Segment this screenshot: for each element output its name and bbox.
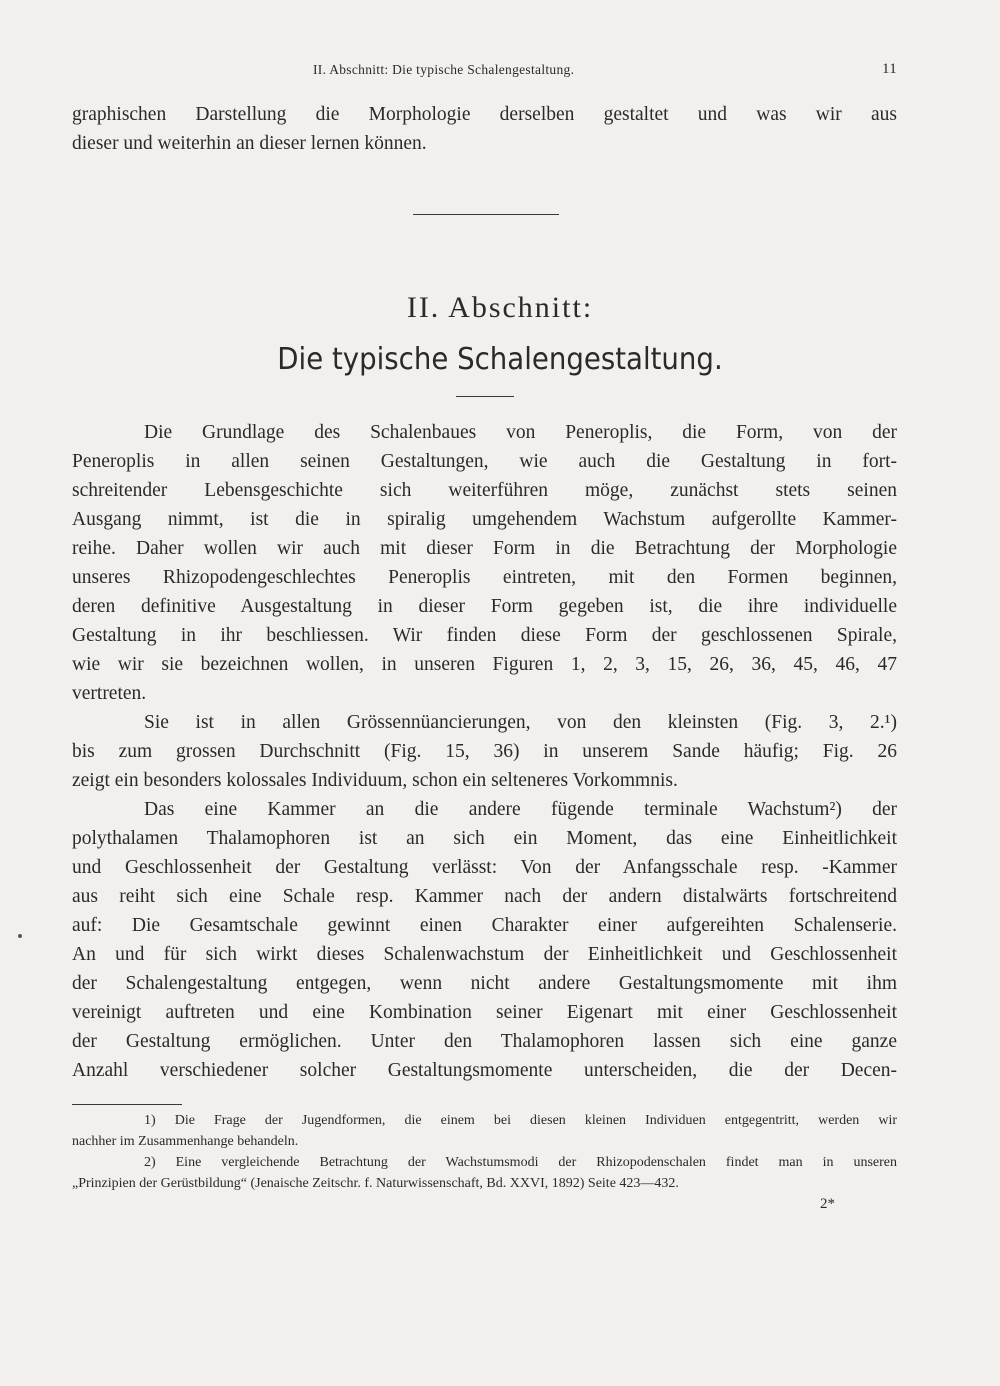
text-line: reihe. Daher wollen wir auch mit dieser Form in die Betrachtung der Morphologie [72,538,897,559]
body-text [72,418,897,1085]
text-line: deren definitive Ausgestaltung in dieser Form gegeben ist, die ihre individuelle [72,596,897,617]
footnote-line: 2) Eine vergleichende Betrachtung der Wachstumsmodi der Rhizopodenschalen findet man in unseren [144,1155,897,1170]
page-number: 11 [882,61,898,77]
text-line: bis zum grossen Durchschnitt (Fig. 15, 36) in unserem Sande häufig; Fig. 26 [72,741,897,762]
text-line: vertreten. [72,683,147,704]
text-line: der Schalengestaltung entgegen, wenn nicht andere Gestaltungsmomente mit ihm [72,973,897,994]
footnote-line: 1) Die Frage der Jugendformen, die einem bei diesen kleinen Individuen entgegentritt, werden wir [144,1113,897,1128]
paper-speck [18,934,22,938]
text-line: und Geschlossenheit der Gestaltung verlässt: Von der Anfangsschale resp. -Kammer [72,857,897,878]
text-line: der Gestaltung ermöglichen. Unter den Thalamophoren lassen sich eine ganze [72,1031,897,1052]
text-line: Sie ist in allen Grössennüancierungen, von den kleinsten (Fig. 3, 2.¹) [144,712,897,733]
text-line: schreitender Lebensgeschichte sich weiterführen möge, zunächst stets seinen [72,480,897,501]
intro-paragraph [72,100,897,158]
section-number-heading: II. Abschnitt: [406,291,594,324]
text-line: auf: Die Gesamtschale gewinnt einen Charakter einer aufgereihten Schalenserie. [72,915,897,936]
running-title: II. Abschnitt: Die typische Schalengestaltung. [313,62,575,77]
text-line: An und für sich wirkt dieses Schalenwachstum der Einheitlichkeit und Geschlossenheit [72,944,897,965]
footnotes [72,1110,897,1194]
text-line: Das eine Kammer an die andere fügende terminale Wachstum²) der [144,799,897,820]
text-line: zeigt ein besonders kolossales Individuum, schon ein selteneres Vorkommnis. [72,770,678,791]
text-line: dieser und weiterhin an dieser lernen können. [72,133,427,154]
text-line: vereinigt auftreten und eine Kombination seiner Eigenart mit einer Geschlossenheit [72,1002,897,1023]
running-header [0,62,1000,82]
text-line: Gestaltung in ihr beschliessen. Wir finden diese Form der geschlossenen Spirale, [72,625,897,646]
text-line: Anzahl verschiedener solcher Gestaltungsmomente unterscheiden, die der Decen- [72,1060,897,1081]
section-divider-top [413,214,559,215]
section-title-heading: Die typische Schalengestaltung. [277,342,723,377]
text-line: Peneroplis in allen seinen Gestaltungen, wie auch die Gestaltung in fort- [72,451,897,472]
section-divider-bottom [456,396,514,397]
text-line: Ausgang nimmt, ist die in spiralig umgehendem Wachstum aufgerollte Kammer- [72,509,897,530]
text-line: Die Grundlage des Schalenbaues von Peneroplis, die Form, von der [144,422,897,443]
text-line: aus reiht sich eine Schale resp. Kammer nach der andern distalwärts fortschreitend [72,886,897,907]
signature-mark: 2* [820,1196,835,1212]
text-line: wie wir sie bezeichnen wollen, in unseren Figuren 1, 2, 3, 15, 26, 36, 45, 46, 47 [72,654,897,675]
text-line: unseres Rhizopodengeschlechtes Peneroplis eintreten, mit den Formen beginnen, [72,567,897,588]
footnote-line: „Prinzipien der Gerüstbildung“ (Jenaische Zeitschr. f. Naturwissenschaft, Bd. XXVI, 1892) Seite 423—432. [72,1176,679,1191]
footnote-divider [72,1104,182,1105]
text-line: graphischen Darstellung die Morphologie derselben gestaltet und was wir aus [72,104,897,125]
text-line: polythalamen Thalamophoren ist an sich ein Moment, das eine Einheitlichkeit [72,828,897,849]
footnote-line: nachher im Zusammenhange behandeln. [72,1134,299,1149]
